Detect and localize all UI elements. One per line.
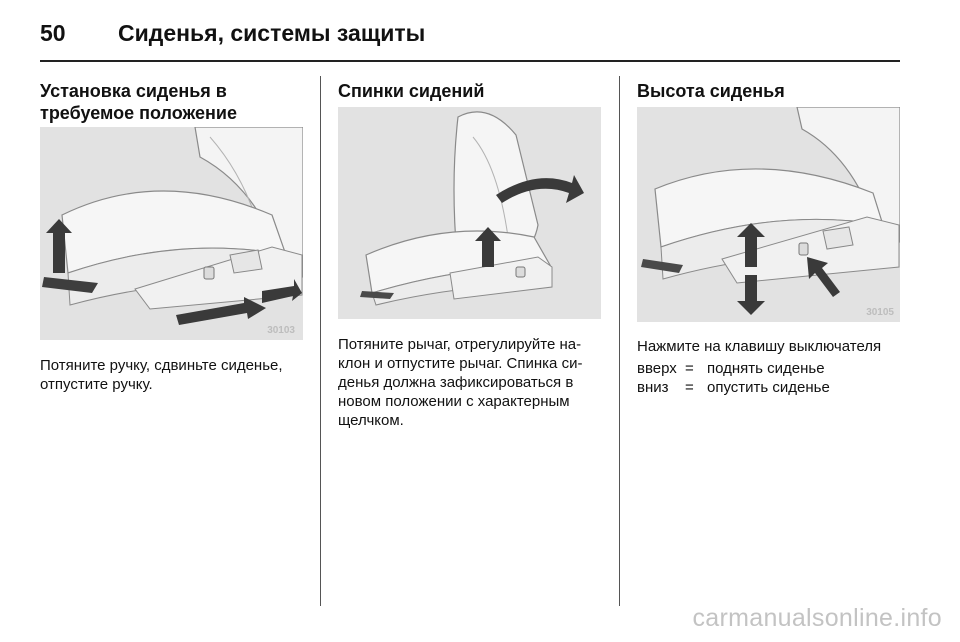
text-line: денья должна зафиксироваться в	[338, 374, 574, 391]
definition-row	[637, 359, 830, 378]
seat-position-illustration	[40, 127, 303, 340]
watermark: carmanualsonline.info	[692, 604, 942, 632]
text-line: Нажмите на клавишу выключателя	[637, 338, 882, 355]
definition-description: опустить сиденье	[707, 379, 830, 396]
instruction-text-seat-backs	[338, 335, 582, 430]
seat-height-illustration	[637, 107, 900, 322]
column-divider	[619, 76, 620, 606]
section-heading-seat-backs	[338, 80, 484, 102]
header-rule	[40, 60, 900, 62]
instruction-text-seat-position	[40, 356, 283, 394]
section-heading-seat-height	[637, 80, 785, 102]
instruction-text-seat-height	[637, 337, 881, 356]
seat-drawing	[338, 107, 601, 319]
heading-line: Установка сиденья в	[40, 81, 227, 101]
definition-term: вверх	[637, 360, 677, 377]
seat-drawing	[637, 107, 900, 322]
definition-description: поднять сиденье	[707, 360, 825, 377]
text-line: клон и отпустите рычаг. Спинка си-	[338, 355, 583, 372]
seat-back-illustration	[338, 107, 601, 319]
section-heading-seat-position	[40, 80, 237, 124]
definition-row	[637, 378, 830, 397]
text-line: Потяните рычаг, отрегулируйте на-	[338, 336, 582, 353]
definition-equals: =	[685, 360, 694, 377]
text-line: новом положении с характерным	[338, 393, 570, 410]
definition-term: вниз	[637, 379, 669, 396]
text-line: Потяните ручку, сдвиньте сиденье,	[40, 357, 283, 374]
figure-code: 30103	[267, 325, 295, 336]
seat-drawing	[40, 127, 303, 340]
definition-equals: =	[685, 379, 694, 396]
text-line: щелчком.	[338, 412, 404, 429]
figure-code: 30105	[866, 307, 894, 318]
heading-line: Высота сиденья	[637, 81, 785, 101]
page-number: 50	[40, 20, 66, 46]
heading-line: Спинки сидений	[338, 81, 485, 101]
page-title: Сиденья, системы защиты	[118, 20, 426, 46]
heading-line: требуемое положение	[40, 103, 237, 123]
text-line: отпустите ручку.	[40, 376, 153, 393]
column-divider	[320, 76, 321, 606]
definition-list	[637, 359, 830, 397]
